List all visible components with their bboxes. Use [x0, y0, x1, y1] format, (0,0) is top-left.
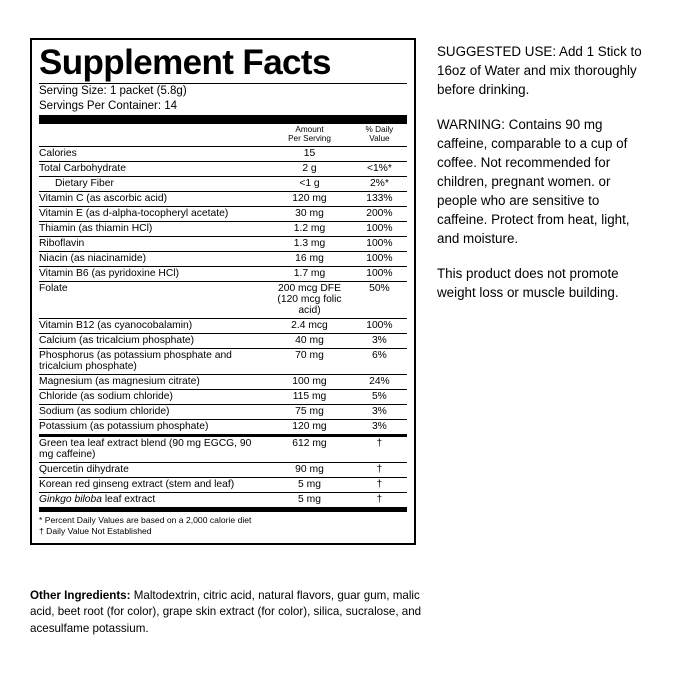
blend-amount: 5 mg [267, 477, 352, 492]
blend-name-rest: leaf extract [101, 494, 156, 506]
servings-per-container: Servings Per Container: 14 [39, 99, 178, 112]
blend-amount: 5 mg [267, 492, 352, 507]
warning-label: WARNING: [437, 117, 505, 133]
nutrient-name: Phosphorus (as potassium phosphate and tricalcium phosphate) [39, 348, 267, 374]
nutrient-dv: 100% [352, 318, 407, 333]
table-row [39, 374, 407, 389]
nutrient-name: Thiamin (as thiamin HCl) [39, 221, 267, 236]
nutrient-name: Vitamin B12 (as cyanocobalamin) [39, 318, 267, 333]
header-amount-line2: Per Serving [288, 134, 331, 144]
nutrient-name: Calcium (as tricalcium phosphate) [39, 333, 267, 348]
nutrient-name: Magnesium (as magnesium citrate) [39, 374, 267, 389]
supplement-facts-title: Supplement Facts [39, 43, 331, 82]
nutrient-amount: 15 [267, 146, 352, 161]
nutrient-dv: 3% [352, 419, 407, 435]
table-row [39, 176, 407, 191]
nutrient-name: Calories [39, 146, 267, 161]
header-amount [267, 124, 352, 146]
nutrient-amount: 1.7 mg [267, 266, 352, 281]
table-row [39, 389, 407, 404]
blend-row [39, 492, 407, 507]
other-ingredients-text: Maltodextrin, citric acid, natural flavors, guar gum, malic acid, beet root (for color), grape skin extract (for color), silica, sucralose, and acesulfame potassium. [30, 589, 422, 635]
nutrient-dv: 2%* [352, 176, 407, 191]
suggested-use-text: Add 1 Stick to 16oz of Water and mix thoroughly before drinking. [437, 44, 642, 98]
warning-text: Contains 90 mg caffeine, comparable to a cup of coffee. Not recommended for children, pregnant women. or people who are sensitive to caffeine. Protect from heat, light, and moisture. [437, 117, 630, 247]
nutrient-amount: <1 g [267, 176, 352, 191]
blend-name: Quercetin dihydrate [39, 462, 267, 477]
header-blank [39, 124, 267, 146]
blend-amount: 90 mg [267, 462, 352, 477]
suggested-use-label: SUGGESTED USE: [437, 44, 557, 59]
blend-dv: † [352, 462, 407, 477]
blend-name-italic: Ginkgo biloba [39, 494, 102, 506]
nutrient-amount: 100 mg [267, 374, 352, 389]
table-row [39, 404, 407, 419]
table-row [39, 221, 407, 236]
nutrient-amount: 1.2 mg [267, 221, 352, 236]
nutrient-dv: 100% [352, 236, 407, 251]
table-row [39, 206, 407, 221]
nutrient-amount: 2 g [267, 161, 352, 176]
nutrient-amount: 70 mg [267, 348, 352, 374]
footnote-percent-dv: * Percent Daily Values are based on a 2,000 calorie diet [39, 514, 252, 525]
header-amount-line1: Amount [295, 125, 324, 135]
nutrient-name: Potassium (as potassium phosphate) [39, 419, 267, 435]
nutrient-dv [352, 146, 407, 161]
nutrient-amount: 120 mg [267, 191, 352, 206]
blend-amount: 612 mg [267, 435, 352, 462]
footnote-dv-not-established: † Daily Value Not Established [39, 526, 152, 537]
nutrient-amount-secondary: (120 mcg folic acid) [277, 294, 342, 317]
nutrient-dv: 100% [352, 251, 407, 266]
disclaimer-block: This product does not promote weight loss or muscle building. [437, 266, 619, 301]
supplement-facts-table [39, 124, 407, 507]
blend-dv: † [352, 492, 407, 507]
header-dv-line2: Value [369, 134, 390, 144]
nutrient-amount: 115 mg [267, 389, 352, 404]
header-dv-line1: % Daily [365, 125, 394, 135]
supplement-facts-panel [30, 38, 416, 545]
nutrient-name: Vitamin E (as d-alpha-tocopheryl acetate) [39, 206, 267, 221]
nutrient-name: Vitamin C (as ascorbic acid) [39, 191, 267, 206]
nutrient-amount: 120 mg [267, 419, 352, 435]
table-row-folate [39, 281, 407, 318]
heavy-divider [39, 115, 407, 124]
suggested-use-block [437, 42, 652, 99]
blend-dv: † [352, 435, 407, 462]
nutrient-dv: 50% [352, 281, 407, 318]
nutrient-name: Total Carbohydrate [39, 161, 267, 176]
table-row [39, 146, 407, 161]
table-row [39, 419, 407, 435]
other-ingredients [30, 588, 426, 637]
nutrient-name: Chloride (as sodium chloride) [39, 389, 267, 404]
nutrient-dv: 3% [352, 333, 407, 348]
nutrient-amount [267, 281, 352, 318]
table-row [39, 348, 407, 374]
nutrient-amount: 2.4 mcg [267, 318, 352, 333]
table-row [39, 161, 407, 176]
table-row [39, 191, 407, 206]
nutrient-amount-primary: 200 mcg DFE [278, 283, 341, 295]
footnote-divider [39, 507, 407, 512]
nutrient-dv: 133% [352, 191, 407, 206]
nutrient-name: Riboflavin [39, 236, 267, 251]
blend-row [39, 477, 407, 492]
nutrient-amount: 16 mg [267, 251, 352, 266]
nutrient-name: Folate [39, 281, 267, 318]
nutrient-name: Dietary Fiber [39, 176, 267, 191]
table-row [39, 236, 407, 251]
usage-and-warnings [437, 42, 652, 318]
table-row [39, 251, 407, 266]
header-daily-value [352, 124, 407, 146]
nutrient-dv: 100% [352, 266, 407, 281]
nutrient-dv: 24% [352, 374, 407, 389]
serving-size: Serving Size: 1 packet (5.8g) [39, 85, 187, 98]
nutrient-name: Niacin (as niacinamide) [39, 251, 267, 266]
blend-name [39, 492, 267, 507]
nutrient-name: Vitamin B6 (as pyridoxine HCl) [39, 266, 267, 281]
footnotes [39, 515, 407, 538]
table-row [39, 266, 407, 281]
blend-row [39, 462, 407, 477]
table-header-row [39, 124, 407, 146]
nutrient-amount: 30 mg [267, 206, 352, 221]
nutrient-amount: 40 mg [267, 333, 352, 348]
blend-dv: † [352, 477, 407, 492]
nutrient-dv: <1%* [352, 161, 407, 176]
nutrient-dv: 100% [352, 221, 407, 236]
blend-row [39, 435, 407, 462]
nutrient-amount: 1.3 mg [267, 236, 352, 251]
nutrient-amount: 75 mg [267, 404, 352, 419]
blend-name: Korean red ginseng extract (stem and leaf) [39, 477, 267, 492]
nutrient-dv: 6% [352, 348, 407, 374]
nutrient-dv: 3% [352, 404, 407, 419]
table-row [39, 318, 407, 333]
other-ingredients-label: Other Ingredients: [30, 589, 131, 602]
nutrient-dv: 200% [352, 206, 407, 221]
nutrient-dv: 5% [352, 389, 407, 404]
warning-block [437, 115, 652, 248]
table-row [39, 333, 407, 348]
blend-name: Green tea leaf extract blend (90 mg EGCG, 90 mg caffeine) [39, 435, 267, 462]
nutrient-name: Sodium (as sodium chloride) [39, 404, 267, 419]
